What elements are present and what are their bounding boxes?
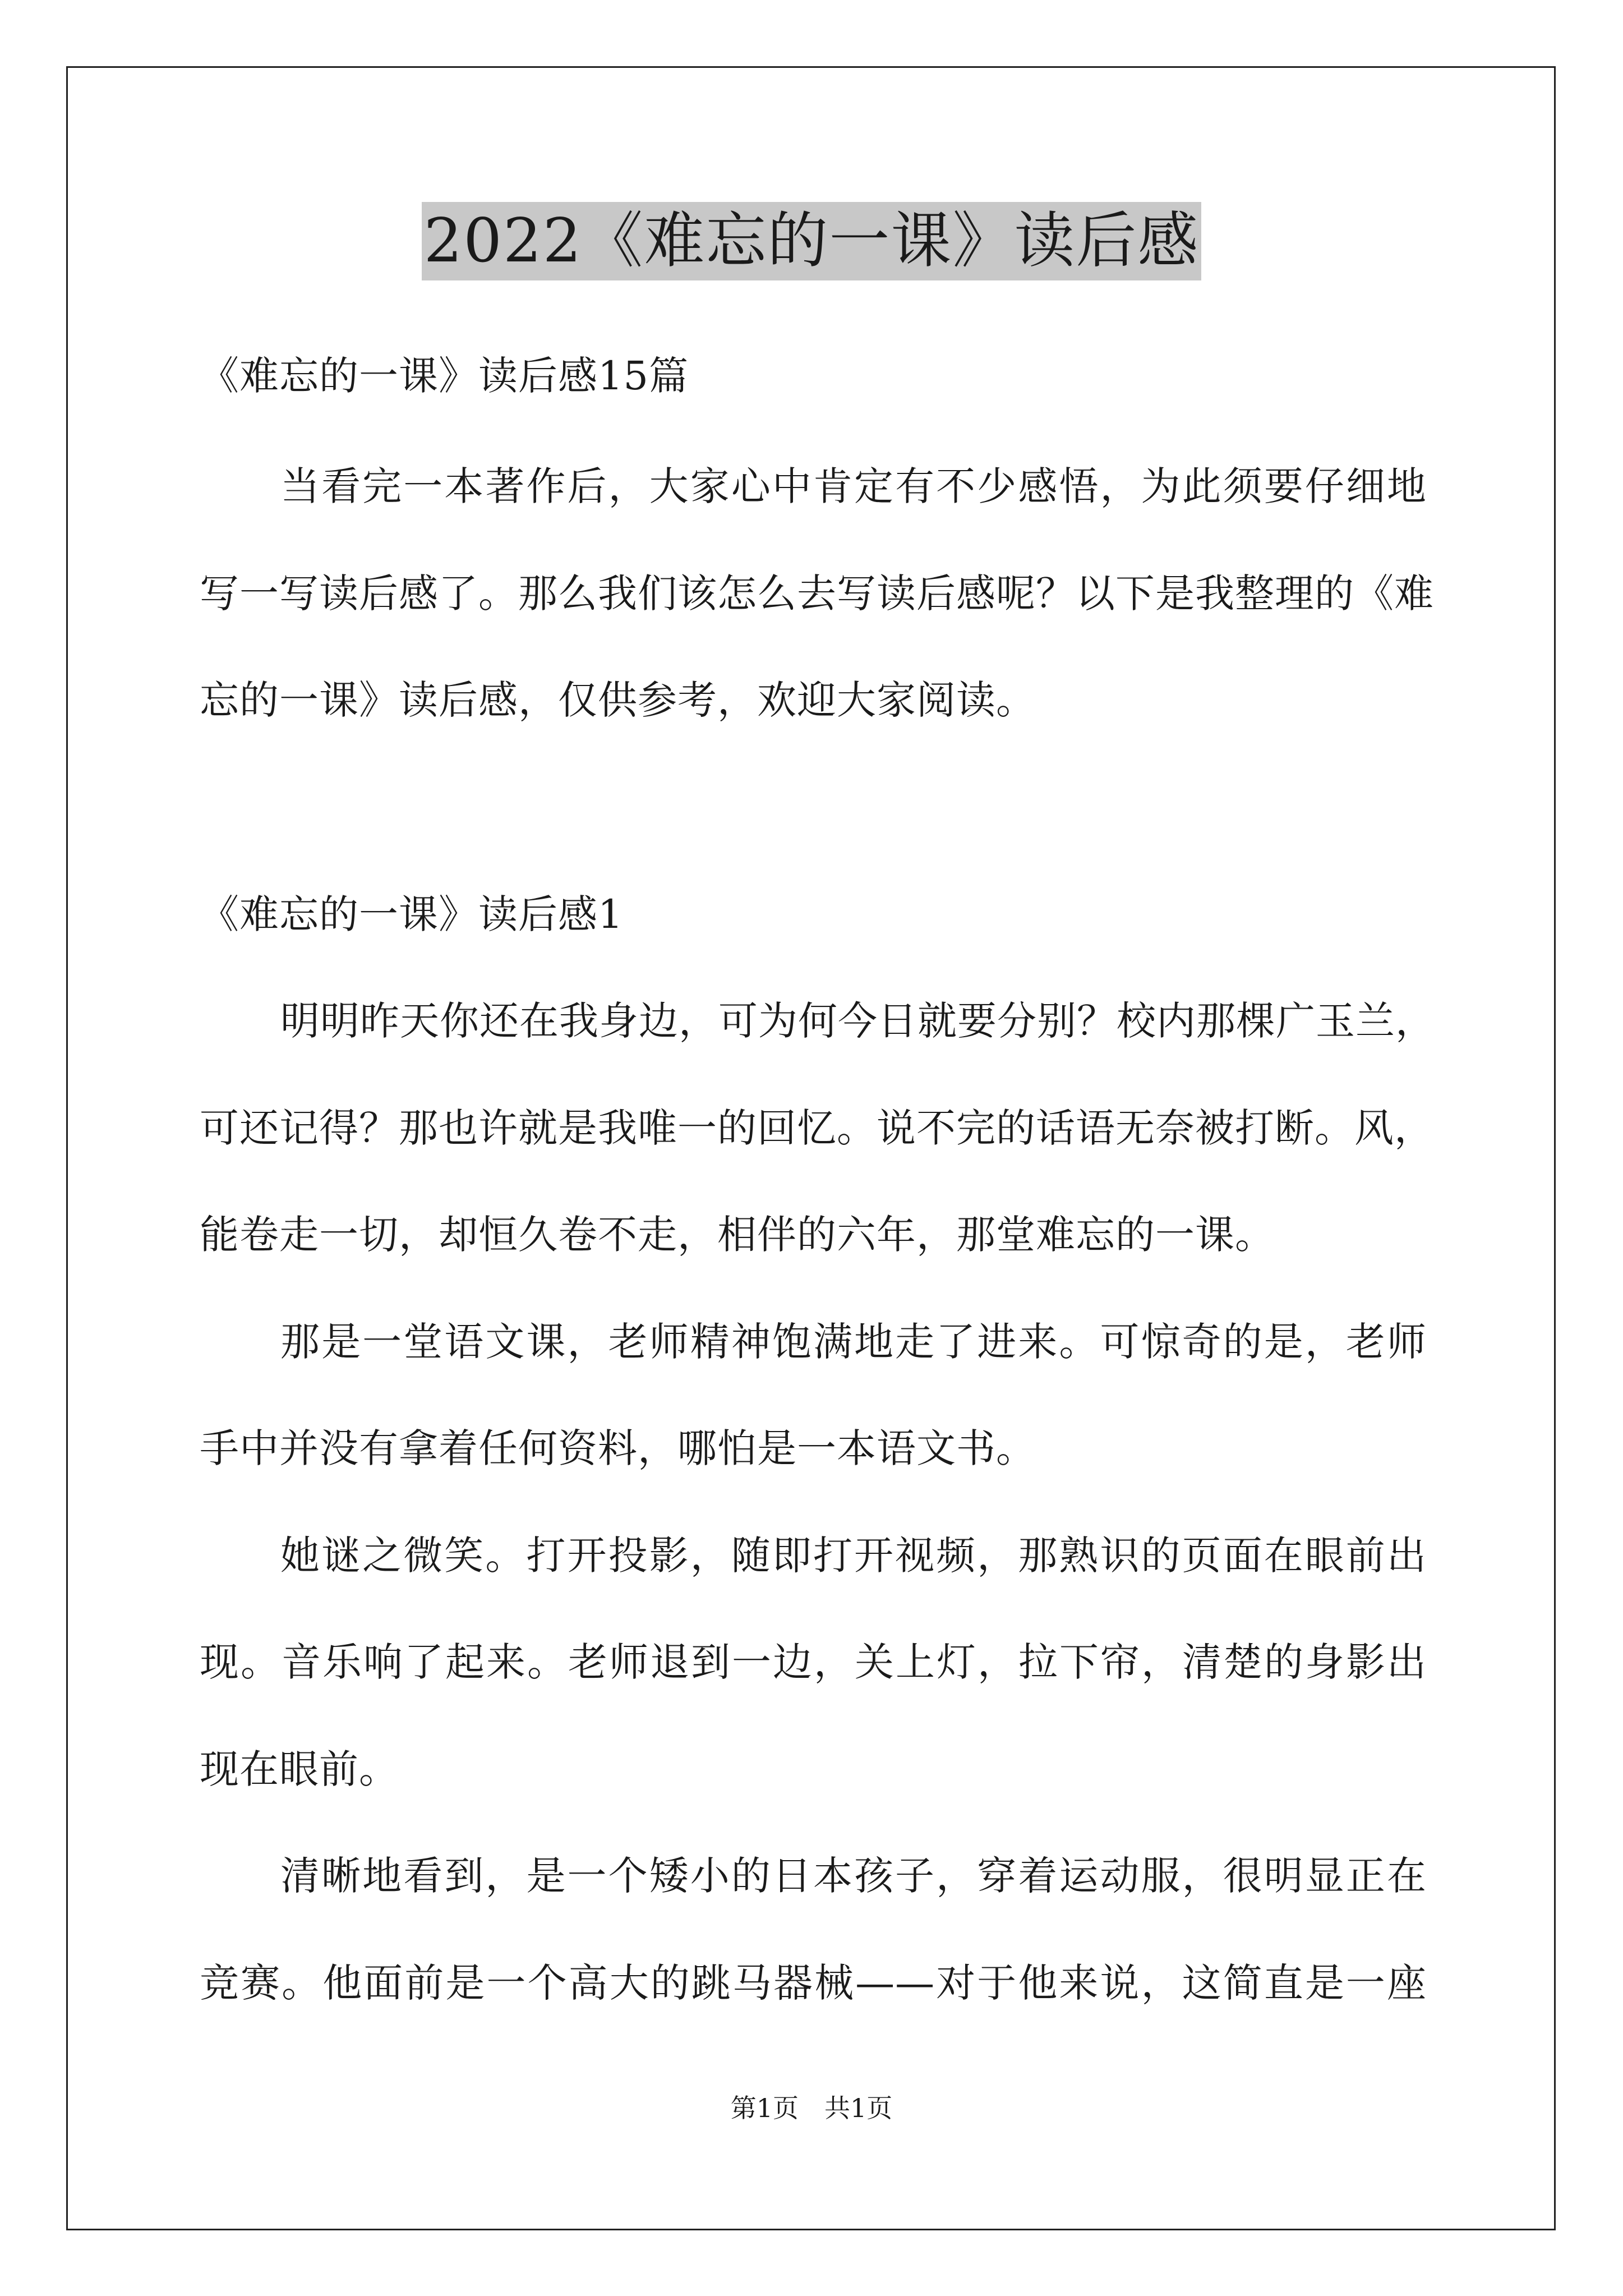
intro-line: 当看完一本著作后，大家心中肯定有不少感悟，为此须要仔细地 [280,463,1427,509]
intro-line: 忘的一课》读后感，仅供参考，欢迎大家阅读。 [200,677,1036,723]
document-subtitle: 《难忘的一课》读后感15篇 [200,353,689,399]
paragraph-line: 现在眼前。 [200,1746,399,1792]
paragraph-line: 手中并没有拿着任何资料，哪怕是一本语文书。 [200,1425,1036,1471]
document-title [0,202,1623,280]
paragraph-line: 她谜之微笑。打开投影，随即打开视频，那熟识的页面在眼前出 [280,1533,1427,1579]
paragraph-line: 明明昨天你还在我身边，可为何今日就要分别？校内那棵广玉兰， [280,998,1435,1044]
paragraph-line: 清晰地看到，是一个矮小的日本孩子，穿着运动服，很明显正在 [280,1853,1427,1899]
intro-line: 写一写读后感了。那么我们该怎么去写读后感呢？以下是我整理的《难 [200,570,1434,616]
section-heading: 《难忘的一课》读后感1 [200,891,624,937]
page-number: 第1页 共1页 [730,2093,893,2123]
document-title-text: 2022《难忘的一课》读后感 [422,202,1202,280]
paragraph-line: 现。音乐响了起来。老师退到一边，关上灯，拉下帘，清楚的身影出 [200,1639,1427,1685]
paragraph-line: 可还记得？那也许就是我唯一的回忆。说不完的话语无奈被打断。风， [200,1105,1434,1151]
paragraph-line: 竞赛。他面前是一个高大的跳马器械——对于他来说，这简直是一座 [200,1960,1427,2006]
paragraph-line: 那是一堂语文课，老师精神饱满地走了进来。可惊奇的是，老师 [280,1319,1427,1365]
paragraph-line: 能卷走一切，却恒久卷不走，相伴的六年，那堂难忘的一课。 [200,1212,1275,1258]
